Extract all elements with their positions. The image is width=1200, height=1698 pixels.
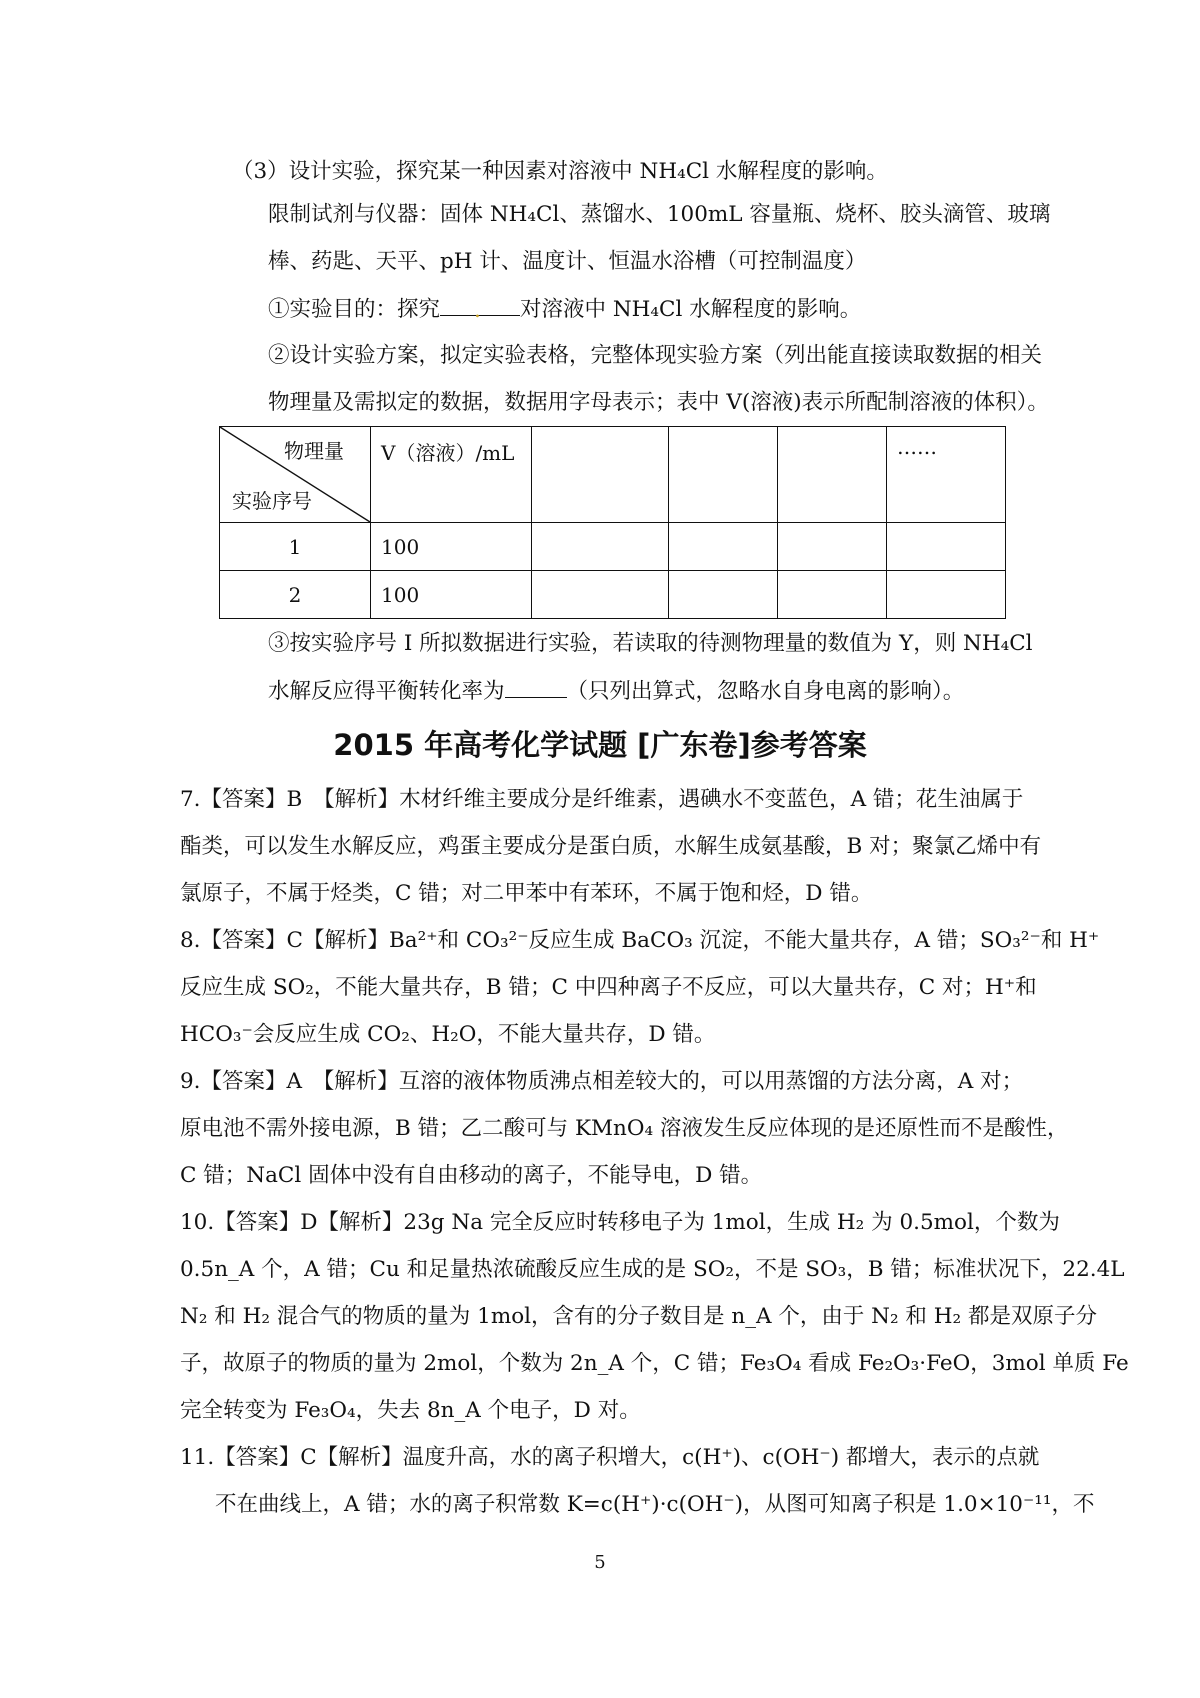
step3-suffix: （只列出算式，忽略水自身电离的影响）。 [566, 679, 965, 704]
diagonal-header-cell [220, 427, 371, 523]
answer-line: N₂ 和 H₂ 混合气的物质的量为 1mol，含有的分子数目是 n_A 个，由于 N₂ 和 H₂ 都是双原子分 [180, 1304, 1097, 1329]
diag-top-label: 物理量 [284, 439, 344, 463]
row-volume: 100 [371, 523, 532, 571]
design-line-2: 物理量及需拟定的数据，数据用字母表示；表中 V(溶液)表示所配制溶液的体积）。 [268, 390, 1049, 415]
row-number: 2 [220, 571, 371, 619]
answer-line: HCO₃⁻会反应生成 CO₂、H₂O，不能大量共存，D 错。 [180, 1022, 716, 1047]
answer-line: 9.【答案】A 【解析】互溶的液体物质沸点相差较大的，可以用蒸馏的方法分离，A 对； [180, 1069, 1024, 1094]
purpose-suffix: 对溶液中 NH₄Cl 水解程度的影响。 [520, 297, 862, 322]
design-line-1: ②设计实验方案，拟定实验表格，完整体现实验方案（列出能直接读取数据的相关 [268, 343, 1043, 368]
conversion-blank[interactable] [505, 675, 567, 698]
table-cell[interactable] [887, 523, 1006, 571]
table-cell[interactable] [532, 571, 669, 619]
answer-line: C 错；NaCl 固体中没有自由移动的离子，不能导电，D 错。 [180, 1163, 763, 1188]
row-number: 1 [220, 523, 371, 571]
table-row [220, 571, 1006, 619]
purpose-line [268, 293, 861, 326]
answer-line: 0.5n_A 个，A 错；Cu 和足量热浓硫酸反应生成的是 SO₂，不是 SO₃，B 错；标准状况下，22.4L [180, 1257, 1125, 1282]
table-row [220, 523, 1006, 571]
table-cell[interactable] [887, 571, 1006, 619]
purpose-blank[interactable]: . [440, 293, 520, 316]
answer-line: 8.【答案】C【解析】Ba²⁺和 CO₃²⁻反应生成 BaCO₃ 沉淀，不能大量共存，A 错；SO₃²⁻和 H⁺ [180, 928, 1100, 953]
answer-line: 10.【答案】D【解析】23g Na 完全反应时转移电子为 1mol，生成 H₂ 为 0.5mol，个数为 [180, 1210, 1060, 1235]
answer-line: 子，故原子的物质的量为 2mol，个数为 2n_A 个，C 错；Fe₃O₄ 看成 Fe₂O₃·FeO，3mol 单质 Fe [180, 1351, 1129, 1376]
answer-line: 11.【答案】C【解析】温度升高，水的离子积增大，c(H⁺)、c(OH⁻) 都增大，表示的点就 [180, 1445, 1040, 1470]
diag-bottom-label: 实验序号 [232, 489, 312, 513]
table-cell[interactable] [669, 523, 778, 571]
answer-line: 氯原子，不属于烃类，C 错；对二甲苯中有苯环，不属于饱和烃，D 错。 [180, 881, 873, 906]
header-volume: V（溶液）/mL [371, 427, 532, 523]
answer-line: 完全转变为 Fe₃O₄，失去 8n_A 个电子，D 对。 [180, 1398, 641, 1423]
header-empty-2[interactable] [669, 427, 778, 523]
row-volume: 100 [371, 571, 532, 619]
table-header-row [220, 427, 1006, 523]
answer-line: 7.【答案】B 【解析】木材纤维主要成分是纤维素，遇碘水不变蓝色，A 错；花生油属于 [180, 787, 1024, 812]
answer-line: 酯类，可以发生水解反应，鸡蛋主要成分是蛋白质，水解生成氨基酸，B 对；聚氯乙烯中有 [180, 834, 1042, 859]
answers-title: 2015 年高考化学试题 [广东卷]参考答案 [333, 728, 867, 762]
purpose-prefix: ①实验目的：探究 [268, 297, 441, 322]
page-number: 5 [594, 1552, 606, 1573]
step3-line-1: ③按实验序号 I 所拟数据进行实验，若读取的待测物理量的数值为 Y，则 NH₄Cl [268, 631, 1033, 656]
header-empty-3[interactable] [778, 427, 887, 523]
table-cell[interactable] [669, 571, 778, 619]
answer-line: 不在曲线上，A 错；水的离子积常数 K=c(H⁺)·c(OH⁻)，从图可知离子积是 1.0×10⁻¹¹，不 [215, 1492, 1095, 1517]
table-cell[interactable] [532, 523, 669, 571]
question-part3: （3）设计实验，探究某一种因素对溶液中 NH₄Cl 水解程度的影响。 [232, 159, 888, 184]
header-empty-1[interactable] [532, 427, 669, 523]
table-cell[interactable] [778, 571, 887, 619]
table-cell[interactable] [778, 523, 887, 571]
answer-line: 原电池不需外接电源，B 错；乙二酸可与 KMnO₄ 溶液发生反应体现的是还原性而不是酸性， [180, 1116, 1069, 1141]
reagents-line-1: 限制试剂与仪器：固体 NH₄Cl、蒸馏水、100mL 容量瓶、烧杯、胶头滴管、玻璃 [268, 202, 1051, 227]
reagents-line-2: 棒、药匙、天平、pH 计、温度计、恒温水浴槽（可控制温度） [268, 249, 867, 274]
answer-line: 反应生成 SO₂，不能大量共存，B 错；C 中四种离子不反应，可以大量共存，C 对；H⁺和 [180, 975, 1037, 1000]
step3-line-2 [268, 675, 964, 708]
experiment-table [219, 426, 1006, 619]
step3-prefix: 水解反应得平衡转化率为 [268, 679, 505, 704]
header-more: …… [887, 427, 1006, 523]
